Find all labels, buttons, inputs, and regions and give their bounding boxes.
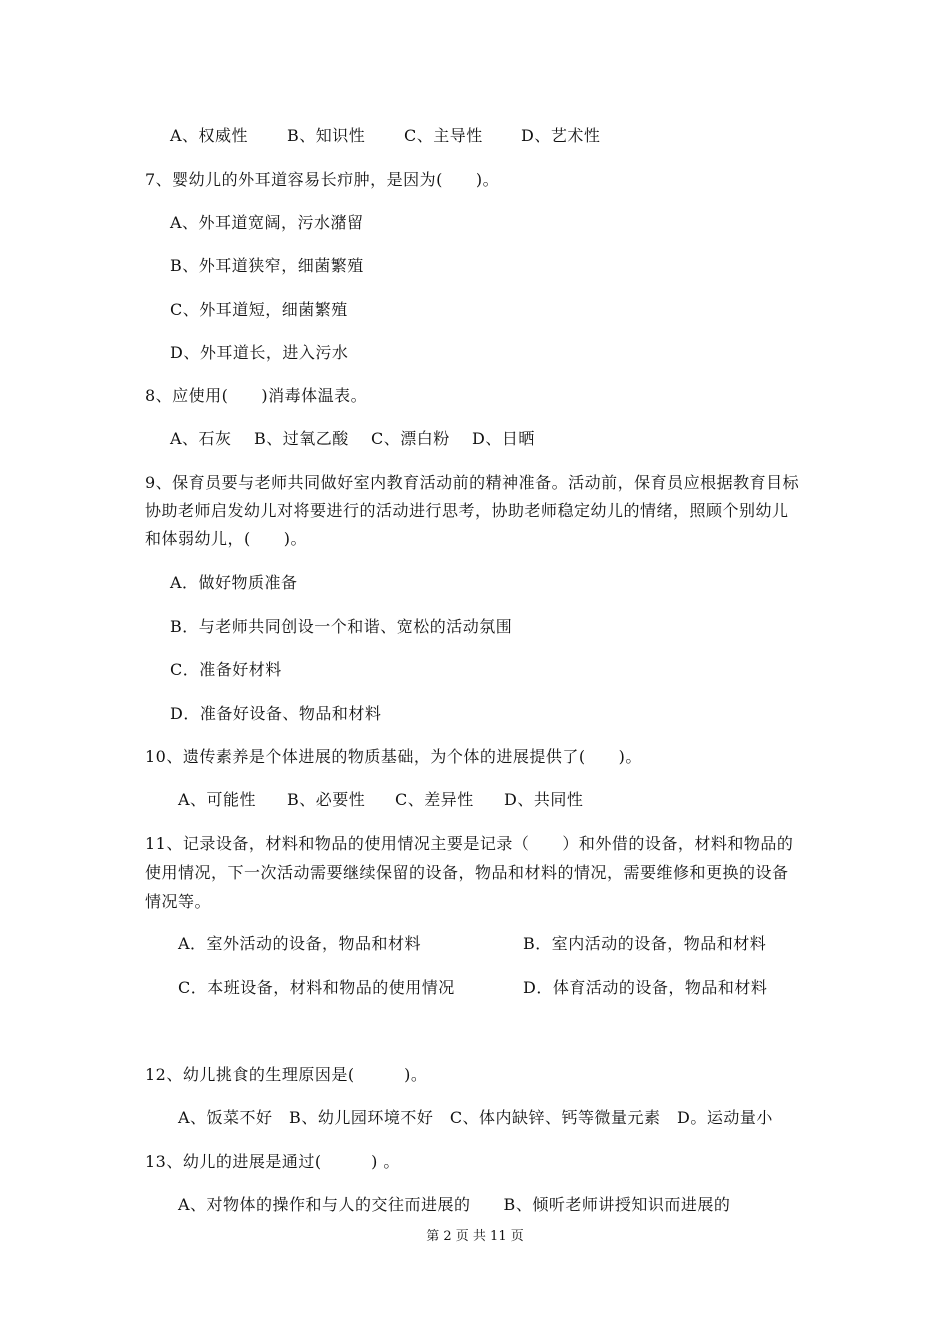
q9-stem-line-2: 协助老师启发幼儿对将要进行的活动进行思考，协助老师稳定幼儿的情绪，照顾个别幼儿 — [145, 501, 789, 520]
q11-option-d: D．体育活动的设备，物品和材料 — [523, 978, 768, 997]
q7-option-b: B、外耳道狭窄，细菌繁殖 — [170, 256, 364, 275]
q9-option-b: B．与老师共同创设一个和谐、宽松的活动氛围 — [170, 617, 513, 636]
q10-option-d: D、共同性 — [504, 790, 584, 809]
q8-option-c: C、漂白粉 — [371, 429, 450, 448]
q10-option-a: A、可能性 — [178, 790, 257, 809]
q8-option-b: B、过氧乙酸 — [254, 429, 349, 448]
q13-options: A、对物体的操作和与人的交往而进展的 B、倾听老师讲授知识而进展的 — [178, 1195, 731, 1214]
page-footer: 第 2 页 共 11 页 — [426, 1229, 524, 1244]
q6-option-d: D、艺术性 — [521, 126, 601, 145]
q13-stem: 13、幼儿的进展是通过( ) 。 — [145, 1152, 400, 1171]
q10-option-b: B、必要性 — [287, 790, 366, 809]
q8-option-d: D、日晒 — [472, 429, 535, 448]
q9-stem-line-1: 9、保育员要与老师共同做好室内教育活动前的精神准备。活动前，保育员应根据教育目标 — [145, 473, 800, 492]
q11-stem-line-2: 使用情况，下一次活动需要继续保留的设备，物品和材料的情况，需要维修和更换的设备 — [145, 863, 789, 882]
q9-option-a: A．做好物质准备 — [170, 573, 298, 592]
q9-option-c: C．准备好材料 — [170, 660, 282, 679]
q12-options: A、饭菜不好 B、幼儿园环境不好 C、体内缺锌、钙等微量元素 D。运动量小 — [178, 1108, 773, 1127]
q11-option-c: C．本班设备，材料和物品的使用情况 — [178, 978, 455, 997]
q11-option-b: B．室内活动的设备，物品和材料 — [523, 934, 767, 953]
q10-stem: 10、遗传素养是个体进展的物质基础，为个体的进展提供了( )。 — [145, 747, 642, 766]
q7-option-c: C、外耳道短，细菌繁殖 — [170, 300, 348, 319]
q8-stem: 8、应使用( )消毒体温表。 — [145, 386, 368, 405]
q9-option-d: D．准备好设备、物品和材料 — [170, 704, 382, 723]
q6-option-b: B、知识性 — [287, 126, 366, 145]
q10-option-c: C、差异性 — [395, 790, 474, 809]
q11-stem-line-1: 11、记录设备，材料和物品的使用情况主要是记录（ ）和外借的设备，材料和物品的 — [145, 834, 794, 853]
q9-stem-line-3: 和体弱幼儿，( )。 — [145, 529, 307, 548]
q12-stem: 12、幼儿挑食的生理原因是( )。 — [145, 1065, 428, 1084]
q7-stem: 7、婴幼儿的外耳道容易长疖肿，是因为( )。 — [145, 170, 500, 189]
q7-option-a: A、外耳道宽阔，污水潴留 — [170, 213, 364, 232]
q7-option-d: D、外耳道长，进入污水 — [170, 343, 349, 362]
q11-stem-line-3: 情况等。 — [145, 892, 212, 911]
q6-option-a: A、权威性 — [170, 126, 249, 145]
q11-option-a: A．室外活动的设备，物品和材料 — [178, 934, 422, 953]
q6-option-c: C、主导性 — [404, 126, 483, 145]
q8-option-a: A、石灰 — [170, 429, 232, 448]
